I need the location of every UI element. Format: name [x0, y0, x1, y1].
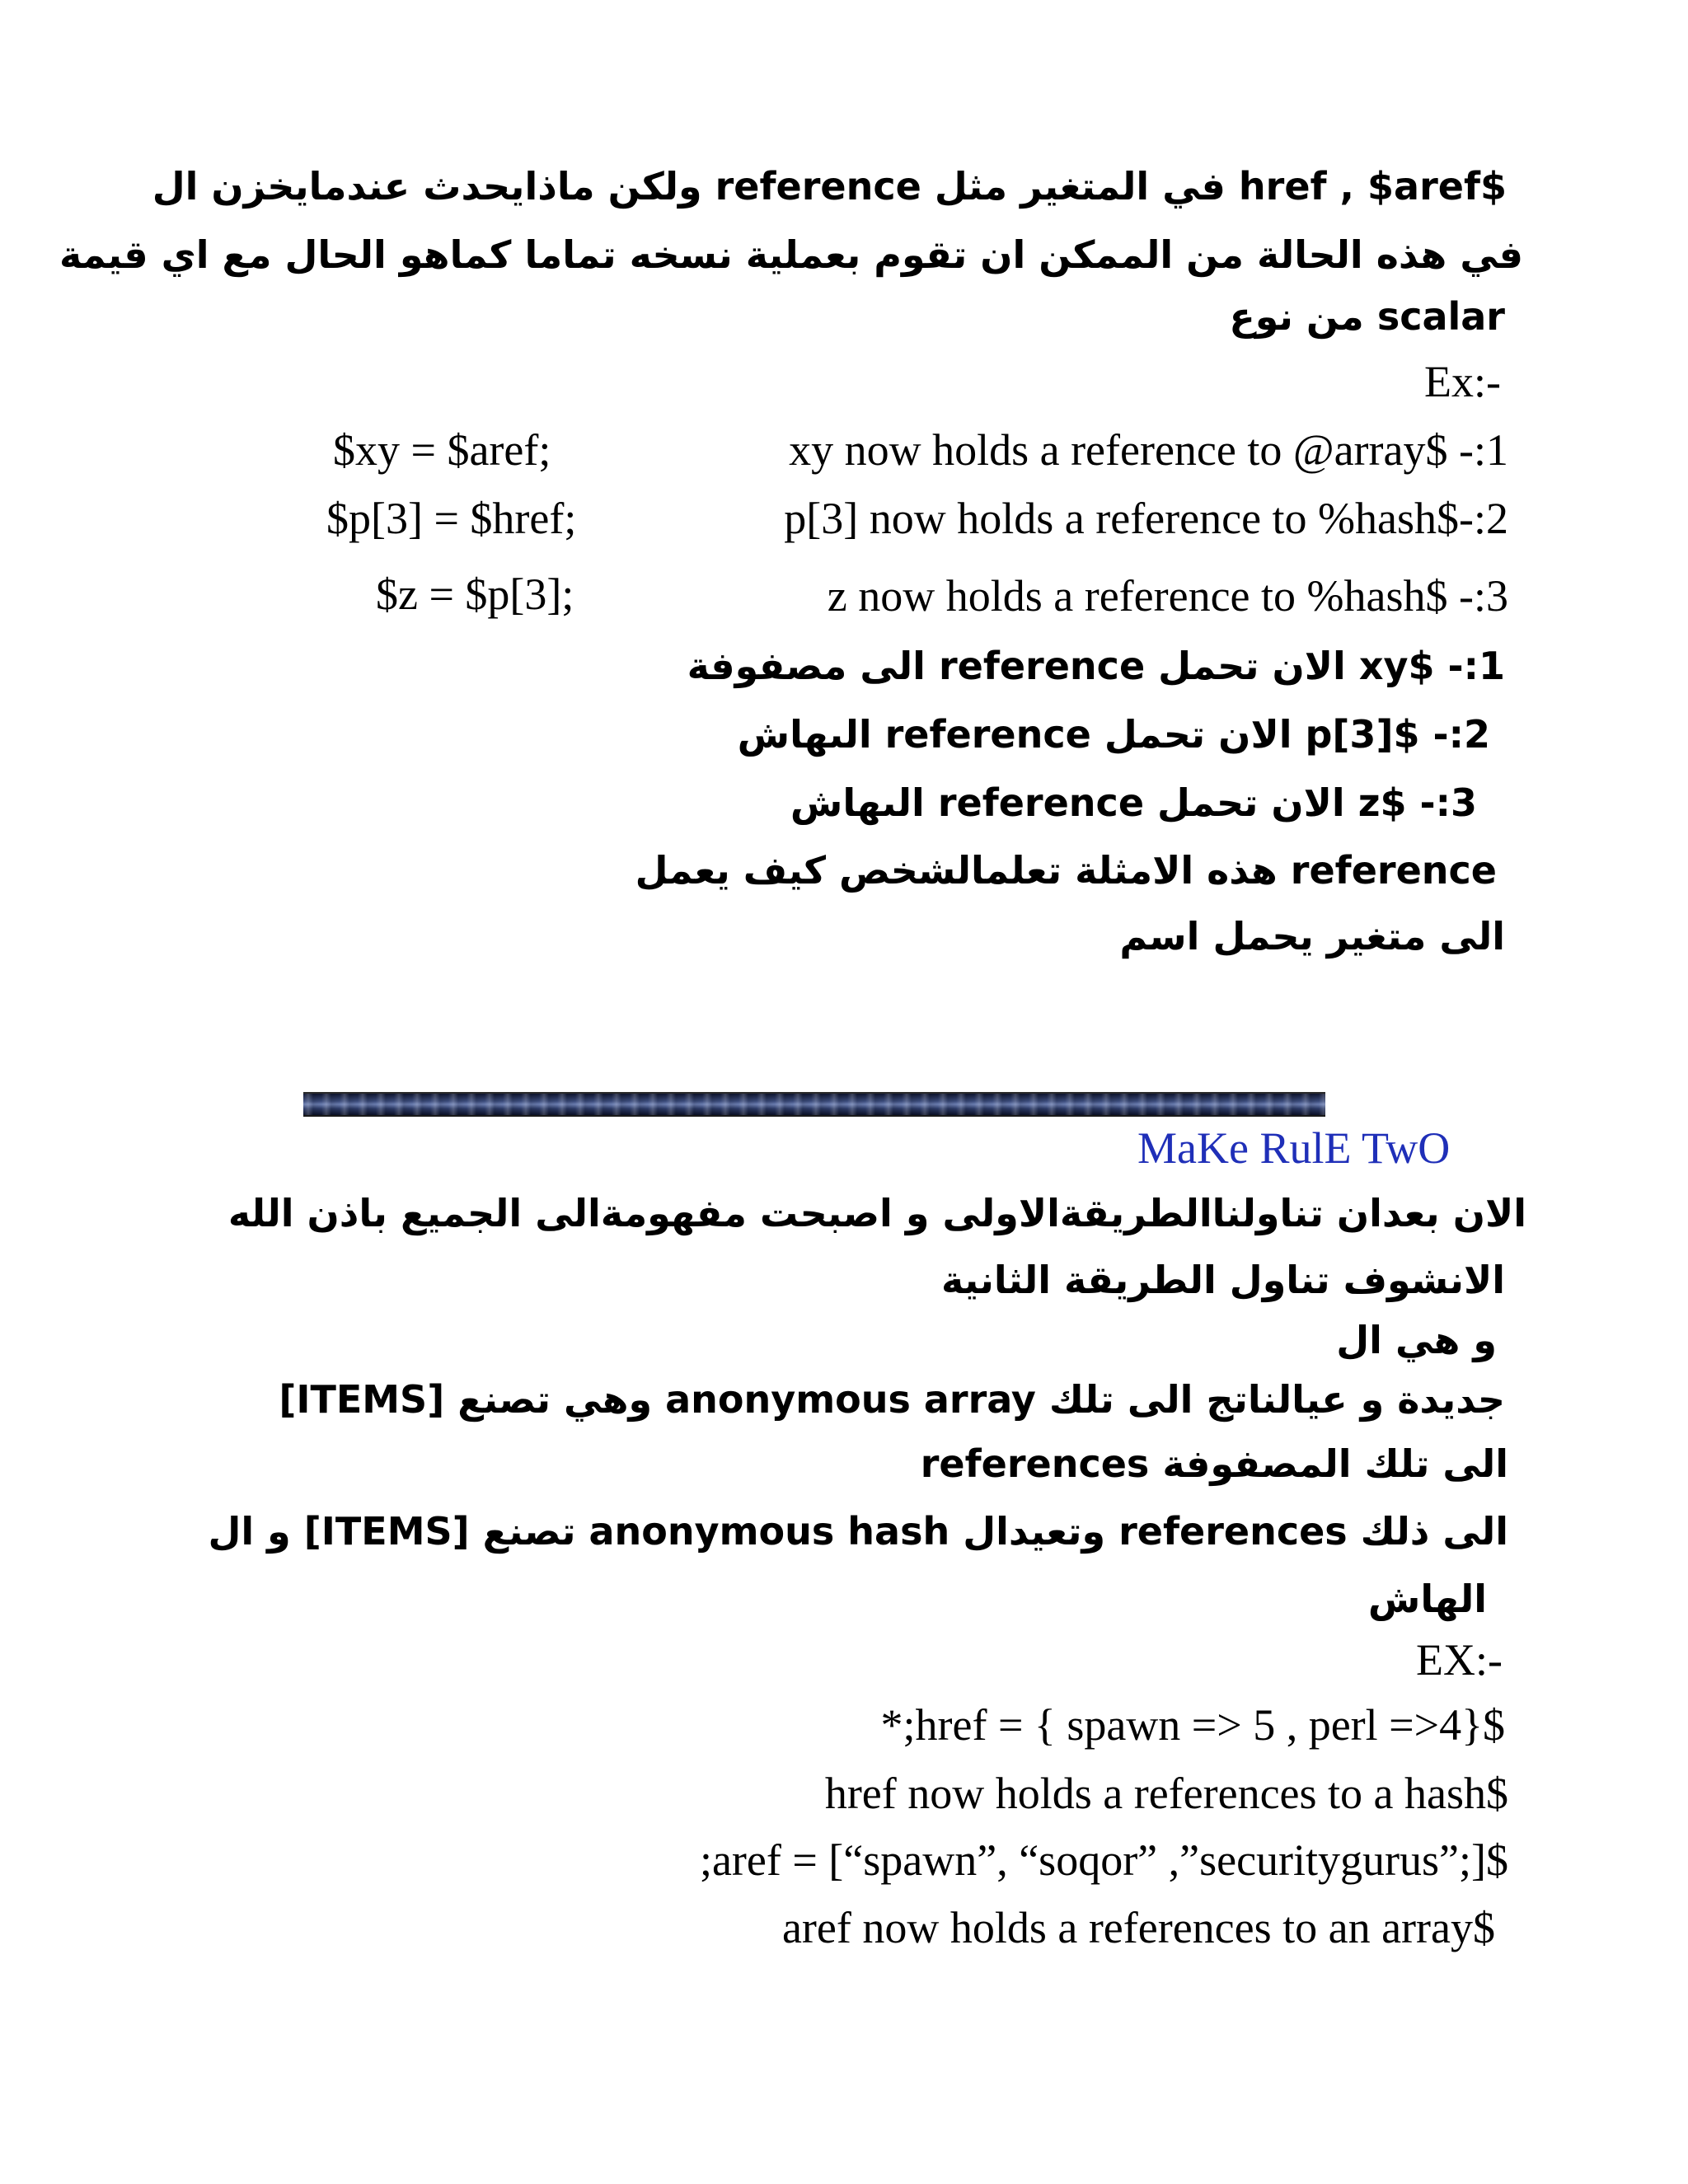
example-code-1: $xy = $aref;: [333, 425, 551, 475]
paragraph-line-1: $href , $aref في المتغير مثل reference ولكن ماذايحدث عندمايخزن ال: [152, 164, 1507, 209]
section-title: MaKe RulE TwO: [1137, 1123, 1451, 1173]
section2-line-3: و هي ال: [1336, 1318, 1497, 1362]
paragraph-line-2: في هذه الحالة من الممكن ان تقوم بعملية نسخه تماما كماهو الحال مع اي قيمة: [59, 232, 1523, 277]
section2-line-2: الانشوف تناول الطريقة الثانية: [940, 1258, 1505, 1302]
arabic-note-1: 1:- $xy الان تحمل reference الى مصفوفة: [687, 644, 1505, 688]
code-line-4: $aref now holds a references to an array: [781, 1903, 1495, 1952]
arabic-note-2: 2:- $p[3] الان تحمل reference الىهاش: [737, 712, 1490, 757]
code-line-3: $aref = [“spawn”, “soqor” ,”securitygurus”;];: [699, 1835, 1508, 1885]
summary-line-1: reference هذه الامثلة تعلمالشخص كيف يعمل: [635, 848, 1497, 893]
example-desc-2: 2:-$p[3] now holds a reference to %hash: [784, 494, 1508, 543]
code-line-2: $href now holds a references to a hash: [824, 1769, 1508, 1818]
section2-line-4: جديدة و عيالناتج الى تلك anonymous array وهي تصنع [ITEMS]: [279, 1377, 1505, 1422]
section2-line-5: الى تلك المصفوفة references: [920, 1441, 1508, 1486]
paragraph-line-3: scalar من نوع: [1229, 294, 1505, 339]
summary-line-2: الى متغير يحمل اسم: [1119, 914, 1505, 958]
example-desc-3: 3:- $z now holds a reference to %hash: [827, 571, 1508, 621]
arabic-note-3: 3:- $z الان تحمل reference الىهاش: [790, 780, 1477, 825]
example-label-2: EX:-: [1416, 1635, 1503, 1685]
section2-line-1: الان بعدان تناولناالطريقةالاولى و اصبحت مفهومةالى الجميع باذن الله: [227, 1191, 1526, 1235]
example-code-2: $p[3] = $href;: [326, 494, 577, 543]
code-line-1: $href = { spawn => 5 , perl =>4};*: [880, 1700, 1505, 1750]
section2-line-6: الى ذلك references وتعيدال anonymous hash تصنع [ITEMS] و ال: [208, 1509, 1508, 1554]
example-code-3: $z = $p[3];: [376, 569, 574, 619]
section-divider: [303, 1092, 1325, 1117]
section2-line-7: الهاش: [1367, 1577, 1487, 1621]
example-label: Ex:-: [1424, 357, 1501, 406]
example-desc-1: 1:- $xy now holds a reference to @array: [789, 425, 1508, 475]
